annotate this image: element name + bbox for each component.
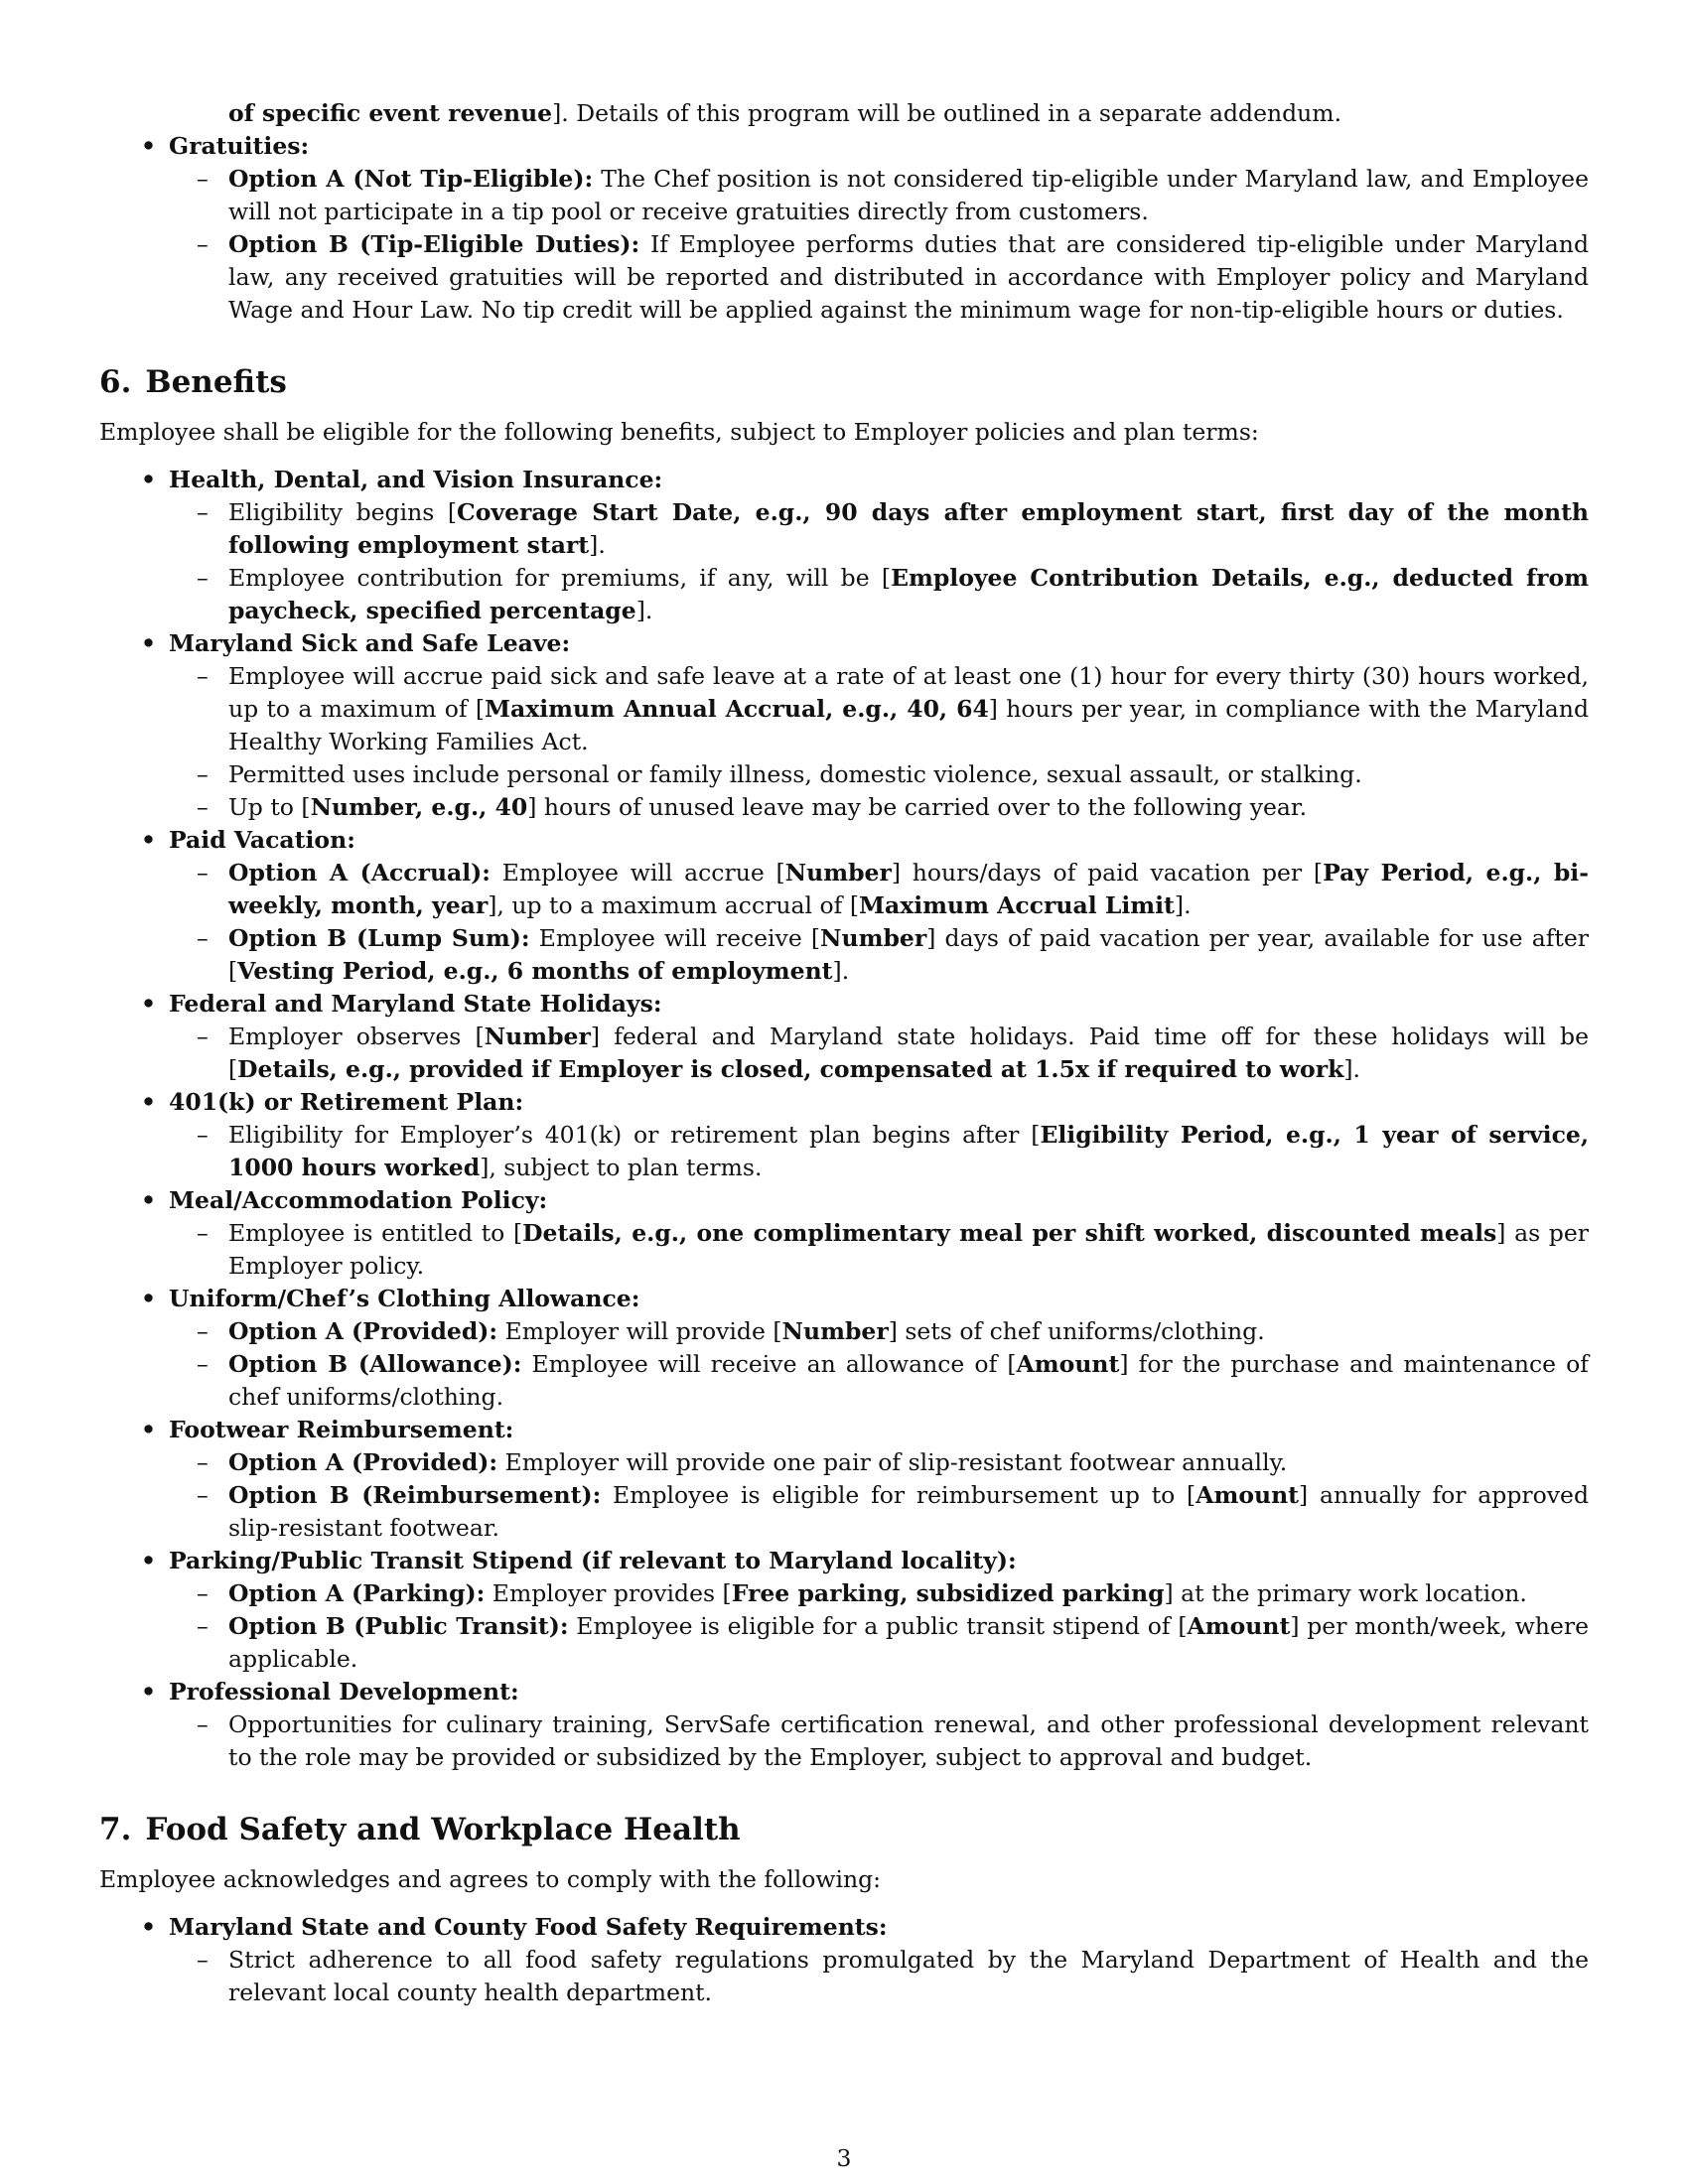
placeholder-text: Eligibility Period, e.g., 1 year of service, 1000 hours worked <box>228 1121 1590 1181</box>
dash-icon: – <box>197 1710 209 1738</box>
benefit-uniform <box>99 1283 1589 1414</box>
placeholder-text: Free parking, subsidized parking <box>731 1579 1165 1607</box>
dash-icon: – <box>197 1121 209 1149</box>
text: Opportunities for culinary training, ServSafe certification renewal, and other professional development relevant to the role may be provided or subsidized by the Employer, subject to approval and budget. <box>228 1710 1589 1771</box>
dash-icon: – <box>197 230 209 258</box>
dash-icon: – <box>197 1579 209 1607</box>
text: Eligibility begins [ <box>228 498 458 526</box>
list-item <box>169 1315 1589 1348</box>
dash-icon: – <box>197 924 209 952</box>
benefit-sick-leave <box>99 627 1589 824</box>
food-safety-list <box>99 1911 1589 2009</box>
list-item <box>169 1479 1589 1545</box>
list-item <box>169 1348 1589 1414</box>
document-page <box>99 97 1589 2009</box>
bullet-icon: • <box>141 1678 157 1706</box>
dash-icon: – <box>197 498 209 526</box>
section-number: 7. <box>99 1812 132 1847</box>
bullet-icon: • <box>141 826 157 854</box>
dash-icon: – <box>197 662 209 690</box>
placeholder-text: Amount <box>1187 1612 1291 1640</box>
placeholder-text: Pay Period, e.g., bi-weekly, month, year <box>228 859 1589 919</box>
text: ] hours/days of paid vacation per [ <box>891 859 1324 887</box>
text: Employee will receive [ <box>529 924 821 952</box>
text: Employer will provide [ <box>497 1317 782 1345</box>
list-item <box>169 922 1589 988</box>
continuation-text: ]. Details of this program will be outlined in a separate addendum. <box>552 99 1342 127</box>
placeholder-text: Details, e.g., one complimentary meal per shift worked, discounted meals <box>522 1219 1497 1247</box>
benefit-health <box>99 464 1589 627</box>
food-safety-item <box>99 1911 1589 2009</box>
text: ]. <box>589 531 606 559</box>
page-number: 3 <box>836 2144 852 2172</box>
option-label: Option A (Accrual): <box>228 859 491 887</box>
option-text: If Employee performs duties that are considered tip-eligible under Maryland law, any received gratuities will be reported and distributed in accordance with Employer policy and Maryland Wage and Hour Law. No tip credit will be applied against the minimum wage for non-tip-eligible hours or duties. <box>228 230 1589 324</box>
gratuities-list <box>99 130 1589 327</box>
list-item <box>169 1446 1589 1479</box>
gratuities-item <box>99 130 1589 327</box>
dash-icon: – <box>197 1612 209 1640</box>
dash-icon: – <box>197 1946 209 1974</box>
list-item <box>169 562 1589 627</box>
bullet-icon: • <box>141 1186 157 1214</box>
placeholder-text: Details, e.g., provided if Employer is closed, compensated at 1.5x if required to work <box>237 1055 1344 1083</box>
bullet-icon: • <box>141 132 157 160</box>
text: ]. <box>1174 891 1192 919</box>
text: ]. <box>832 957 850 985</box>
list-item <box>169 1610 1589 1676</box>
option-label: Option A (Not Tip-Eligible): <box>228 165 594 193</box>
benefit-holidays <box>99 988 1589 1086</box>
benefit-parking <box>99 1545 1589 1676</box>
gratuities-option-a <box>169 163 1589 228</box>
section-title: Benefits <box>145 364 287 400</box>
bullet-icon: • <box>141 1088 157 1116</box>
benefit-title: 401(k) or Retirement Plan: <box>169 1088 524 1116</box>
text: ]. <box>635 597 653 624</box>
placeholder-text: Maximum Accrual Limit <box>858 891 1175 919</box>
placeholder-text: Number <box>781 1317 889 1345</box>
list-item <box>169 758 1589 791</box>
bullet-icon: • <box>141 1285 157 1312</box>
text: ] for the purchase and maintenance of chef uniforms/clothing. <box>228 1350 1590 1411</box>
dash-icon: – <box>197 760 209 788</box>
list-item <box>169 1119 1589 1184</box>
benefit-title: Meal/Accommodation Policy: <box>169 1186 548 1214</box>
placeholder-text: Number <box>484 1023 591 1050</box>
list-item <box>169 496 1589 562</box>
placeholder-text: Employee Contribution Details, e.g., deducted from paycheck, specified percentage <box>228 564 1589 624</box>
option-label: Option B (Tip-Eligible Duties): <box>228 230 640 258</box>
text: Employee will accrue [ <box>490 859 785 887</box>
text: ] hours per year, in compliance with the Maryland Healthy Working Families Act. <box>228 695 1589 755</box>
option-label: Option B (Public Transit): <box>228 1612 569 1640</box>
benefit-title: Health, Dental, and Vision Insurance: <box>169 466 663 493</box>
dash-icon: – <box>197 1448 209 1476</box>
text: Strict adherence to all food safety regulations promulgated by the Maryland Department of Health and the relevant local county health department. <box>228 1946 1589 2006</box>
list-item <box>169 1021 1589 1086</box>
text: ] annually for approved slip-resistant footwear. <box>228 1481 1589 1542</box>
bullet-icon: • <box>141 1913 157 1941</box>
dash-icon: – <box>197 1350 209 1378</box>
text: Up to [ <box>228 793 311 821</box>
section-6-intro: Employee shall be eligible for the following benefits, subject to Employer policies and plan terms: <box>99 418 1259 446</box>
benefit-title: Uniform/Chef’s Clothing Allowance: <box>169 1285 640 1312</box>
continuation-paragraph <box>99 97 1589 130</box>
benefit-meal <box>99 1184 1589 1283</box>
bullet-icon: • <box>141 466 157 493</box>
list-item <box>169 857 1589 922</box>
section-6-heading <box>99 362 1589 402</box>
benefit-title: Professional Development: <box>169 1678 519 1706</box>
bullet-icon: • <box>141 990 157 1018</box>
list-item <box>169 1708 1589 1774</box>
option-label: Option B (Lump Sum): <box>228 924 530 952</box>
benefits-list <box>99 464 1589 1774</box>
bullet-icon: • <box>141 1416 157 1443</box>
placeholder-text: Amount <box>1196 1481 1300 1509</box>
text: ] as per Employer policy. <box>228 1219 1589 1280</box>
continuation-bold: of specific event revenue <box>228 99 553 127</box>
option-text: The Chef position is not considered tip-eligible under Maryland law, and Employee will not participate in a tip pool or receive gratuities directly from customers. <box>228 165 1589 225</box>
dash-icon: – <box>197 1023 209 1050</box>
benefit-title: Paid Vacation: <box>169 826 355 854</box>
placeholder-text: Coverage Start Date, e.g., 90 days after employment start, first day of the month following employment start <box>228 498 1590 559</box>
list-item <box>169 791 1589 824</box>
section-number: 6. <box>99 364 132 400</box>
dash-icon: – <box>197 793 209 821</box>
option-label: Option B (Allowance): <box>228 1350 522 1378</box>
gratuities-option-b <box>169 228 1589 327</box>
benefit-footwear <box>99 1414 1589 1545</box>
text: Eligibility for Employer’s 401(k) or retirement plan begins after [ <box>228 1121 1041 1149</box>
benefit-development <box>99 1676 1589 1774</box>
placeholder-text: Number, e.g., 40 <box>310 793 528 821</box>
benefit-title: Federal and Maryland State Holidays: <box>169 990 662 1018</box>
placeholder-text: Number <box>820 924 927 952</box>
text: Employee is entitled to [ <box>228 1219 523 1247</box>
benefit-retirement <box>99 1086 1589 1184</box>
text: Employee will receive an allowance of [ <box>521 1350 1017 1378</box>
benefit-title: Footwear Reimbursement: <box>169 1416 514 1443</box>
list-item <box>169 1217 1589 1283</box>
option-label: Option A (Parking): <box>228 1579 486 1607</box>
bullet-icon: • <box>141 1547 157 1574</box>
text: Employee is eligible for reimbursement up to [ <box>601 1481 1196 1509</box>
placeholder-text: Maximum Annual Accrual, e.g., 40, 64 <box>485 695 989 723</box>
section-title: Food Safety and Workplace Health <box>145 1812 741 1847</box>
placeholder-text: Amount <box>1016 1350 1120 1378</box>
benefit-title: Maryland State and County Food Safety Requirements: <box>169 1913 888 1941</box>
text: ]. <box>1343 1055 1361 1083</box>
text: ] days of paid vacation per year, available for use after [ <box>228 924 1590 985</box>
benefit-vacation <box>99 824 1589 988</box>
dash-icon: – <box>197 859 209 887</box>
placeholder-text: Number <box>784 859 892 887</box>
text: ] federal and Maryland state holidays. Paid time off for these holidays will be [ <box>228 1023 1589 1083</box>
text: ], up to a maximum accrual of [ <box>488 891 859 919</box>
text: ] per month/week, where applicable. <box>228 1612 1589 1673</box>
bullet-icon: • <box>141 629 157 657</box>
text: ] sets of chef uniforms/clothing. <box>888 1317 1265 1345</box>
dash-icon: – <box>197 1317 209 1345</box>
list-item <box>169 660 1589 758</box>
list-item <box>169 1577 1589 1610</box>
option-label: Option B (Reimbursement): <box>228 1481 602 1509</box>
dash-icon: – <box>197 1481 209 1509</box>
gratuities-title: Gratuities: <box>169 132 310 160</box>
text: ] at the primary work location. <box>1164 1579 1527 1607</box>
text: Employer observes [ <box>228 1023 485 1050</box>
placeholder-text: Vesting Period, e.g., 6 months of employment <box>237 957 833 985</box>
text: ] hours of unused leave may be carried over to the following year. <box>527 793 1308 821</box>
dash-icon: – <box>197 165 209 193</box>
benefit-title: Maryland Sick and Safe Leave: <box>169 629 571 657</box>
option-label: Option A (Provided): <box>228 1317 498 1345</box>
text: Employer provides [ <box>485 1579 732 1607</box>
text: Permitted uses include personal or family illness, domestic violence, sexual assault, or stalking. <box>228 760 1362 788</box>
text: Employee contribution for premiums, if any, will be [ <box>228 564 892 592</box>
benefit-title: Parking/Public Transit Stipend (if relevant to Maryland locality): <box>169 1547 1017 1574</box>
text: Employee is eligible for a public transit stipend of [ <box>568 1612 1188 1640</box>
list-item <box>169 1944 1589 2009</box>
text: ], subject to plan terms. <box>480 1154 763 1181</box>
text: Employer will provide one pair of slip-resistant footwear annually. <box>497 1448 1288 1476</box>
text: Employee will accrue paid sick and safe leave at a rate of at least one (1) hour for every thirty (30) hours worked, up to a maximum of [ <box>228 662 1589 723</box>
option-label: Option A (Provided): <box>228 1448 498 1476</box>
section-7-intro: Employee acknowledges and agrees to comply with the following: <box>99 1865 882 1893</box>
section-7-heading <box>99 1810 1589 1849</box>
dash-icon: – <box>197 564 209 592</box>
dash-icon: – <box>197 1219 209 1247</box>
